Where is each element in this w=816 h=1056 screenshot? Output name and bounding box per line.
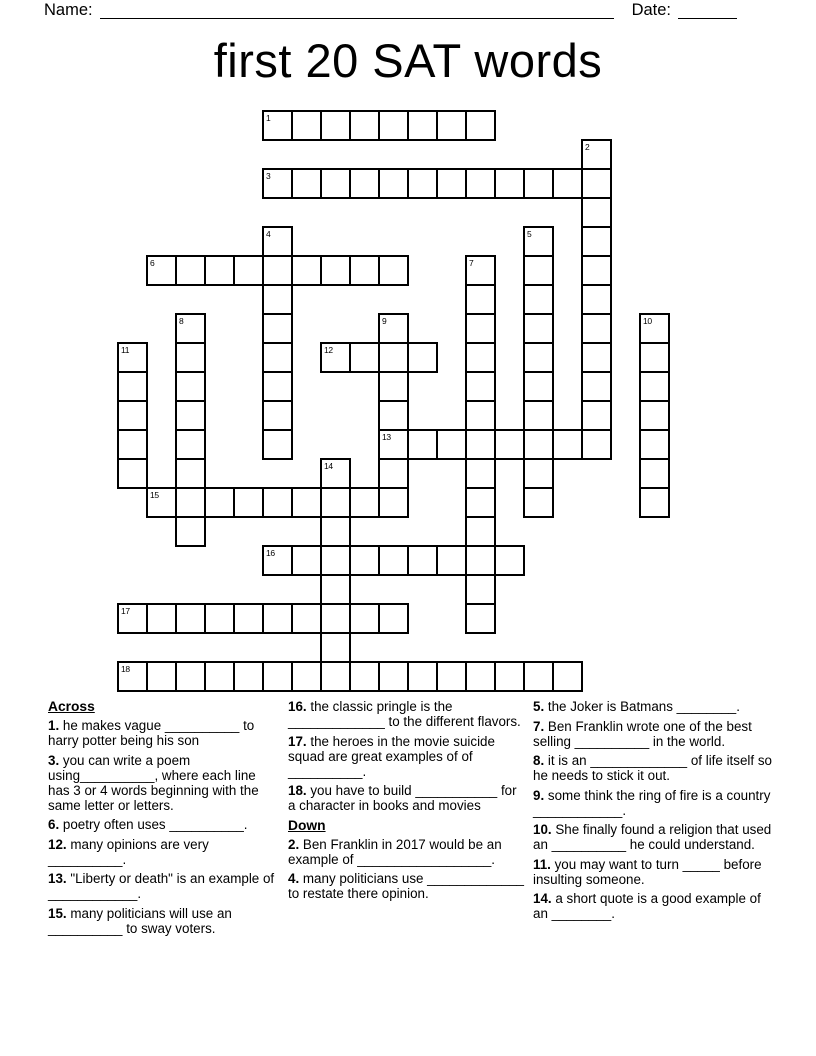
grid-cell[interactable] — [378, 400, 409, 431]
grid-cell[interactable] — [204, 603, 235, 634]
grid-cell[interactable] — [262, 545, 293, 576]
grid-cell[interactable] — [436, 661, 467, 692]
clue-number: 9. — [533, 787, 545, 803]
grid-cell[interactable] — [262, 226, 293, 257]
grid-cell[interactable] — [436, 429, 467, 460]
cell-number: 6 — [150, 257, 155, 268]
grid-cell[interactable] — [204, 255, 235, 286]
clue-number: 3. — [48, 752, 60, 768]
clue-number: 15. — [48, 905, 67, 921]
grid-cell[interactable] — [378, 487, 409, 518]
cell-number: 14 — [324, 460, 333, 471]
grid-cell[interactable] — [320, 603, 351, 634]
grid-cell[interactable] — [465, 110, 496, 141]
cell-number: 2 — [585, 141, 590, 152]
grid-cell[interactable] — [436, 545, 467, 576]
grid-cell[interactable] — [233, 603, 264, 634]
grid-cell[interactable] — [581, 400, 612, 431]
grid-cell[interactable] — [233, 487, 264, 518]
grid-cell[interactable] — [465, 284, 496, 315]
grid-cell[interactable] — [320, 661, 351, 692]
grid-cell[interactable] — [204, 661, 235, 692]
grid-cell[interactable] — [581, 284, 612, 315]
grid-cell[interactable] — [175, 487, 206, 518]
grid-cell[interactable] — [291, 168, 322, 199]
grid-cell[interactable] — [552, 168, 583, 199]
date-label: Date: — [631, 1, 671, 19]
clues-section-header: Across — [48, 699, 95, 714]
grid-cell[interactable] — [523, 226, 554, 257]
clue-7: 7. Ben Franklin wrote one of the best selling __________ in the world. — [533, 718, 752, 749]
grid-cell[interactable] — [436, 168, 467, 199]
cell-number: 13 — [382, 431, 391, 442]
grid-cell[interactable] — [465, 516, 496, 547]
grid-cell[interactable] — [581, 139, 612, 170]
grid-cell[interactable] — [465, 574, 496, 605]
grid-cell[interactable] — [494, 429, 525, 460]
grid-cell[interactable] — [436, 110, 467, 141]
grid-cell[interactable] — [581, 429, 612, 460]
grid-cell[interactable] — [465, 313, 496, 344]
cell-number: 9 — [382, 315, 387, 326]
grid-cell[interactable] — [262, 487, 293, 518]
grid-cell[interactable] — [117, 458, 148, 489]
grid-cell[interactable] — [378, 603, 409, 634]
grid-cell[interactable] — [349, 545, 380, 576]
grid-cell[interactable] — [465, 458, 496, 489]
grid-cell[interactable] — [175, 516, 206, 547]
cell-number: 4 — [266, 228, 271, 239]
grid-cell[interactable] — [175, 458, 206, 489]
grid-cell[interactable] — [262, 400, 293, 431]
clue-15: 15. many politicians will use an __________ to sway voters. — [48, 905, 232, 936]
grid-cell[interactable] — [494, 545, 525, 576]
grid-cell[interactable] — [175, 603, 206, 634]
grid-cell[interactable] — [523, 284, 554, 315]
grid-cell[interactable] — [117, 371, 148, 402]
grid-cell[interactable] — [639, 458, 670, 489]
grid-cell[interactable] — [407, 545, 438, 576]
grid-cell[interactable] — [378, 429, 409, 460]
grid-cell[interactable] — [523, 400, 554, 431]
clues-section-header: Down — [288, 817, 326, 833]
clue-18: 18. you have to build ___________ for a character in books and movies — [288, 783, 517, 813]
grid-cell[interactable] — [349, 487, 380, 518]
clue-number: 11. — [533, 856, 551, 872]
clues-column-1 — [48, 699, 280, 940]
grid-cell[interactable] — [465, 603, 496, 634]
grid-cell[interactable] — [349, 168, 380, 199]
clue-12: 12. many opinions are very __________. — [48, 836, 209, 867]
clue-number: 2. — [288, 836, 300, 852]
clue-number: 1. — [48, 718, 60, 733]
grid-cell[interactable] — [581, 197, 612, 228]
grid-cell[interactable] — [523, 255, 554, 286]
clue-number: 14. — [533, 891, 552, 906]
grid-cell[interactable] — [320, 110, 351, 141]
clue-2: 2. Ben Franklin in 2017 would be an example of __________________. — [288, 836, 502, 867]
clue-16: 16. the classic pringle is the _____________ to the different flavors. — [288, 699, 521, 729]
grid-cell[interactable] — [117, 429, 148, 460]
grid-cell[interactable] — [465, 342, 496, 373]
grid-cell[interactable] — [349, 342, 380, 373]
grid-cell[interactable] — [175, 400, 206, 431]
grid-cell[interactable] — [349, 661, 380, 692]
date-blank-line — [678, 3, 737, 19]
grid-cell[interactable] — [146, 603, 177, 634]
grid-cell[interactable] — [523, 458, 554, 489]
grid-cell[interactable] — [523, 661, 554, 692]
grid-cell[interactable] — [262, 429, 293, 460]
cell-number: 7 — [469, 257, 474, 268]
clue-6: 6. poetry often uses __________. — [48, 817, 248, 832]
grid-cell[interactable] — [407, 342, 438, 373]
clue-8: 8. it is an _____________ of life itself so he needs to stick it out. — [533, 753, 772, 783]
grid-cell[interactable] — [262, 255, 293, 286]
grid-cell[interactable] — [117, 342, 148, 373]
grid-cell[interactable] — [465, 255, 496, 286]
grid-cell[interactable] — [233, 661, 264, 692]
grid-cell[interactable] — [175, 429, 206, 460]
grid-cell[interactable] — [581, 313, 612, 344]
grid-cell[interactable] — [465, 661, 496, 692]
cell-number: 17 — [121, 605, 130, 616]
name-label: Name: — [44, 1, 93, 19]
grid-cell[interactable] — [146, 255, 177, 286]
clue-number: 17. — [288, 733, 307, 749]
grid-cell[interactable] — [581, 342, 612, 373]
grid-cell[interactable] — [552, 661, 583, 692]
clue-number: 18. — [288, 783, 307, 798]
grid-cell[interactable] — [378, 545, 409, 576]
clue-number: 12. — [48, 836, 67, 852]
grid-cell[interactable] — [320, 516, 351, 547]
name-date-row — [44, 2, 737, 19]
grid-cell[interactable] — [291, 545, 322, 576]
grid-cell[interactable] — [175, 661, 206, 692]
grid-cell[interactable] — [378, 110, 409, 141]
grid-cell[interactable] — [320, 168, 351, 199]
grid-cell[interactable] — [320, 545, 351, 576]
grid-cell[interactable] — [407, 110, 438, 141]
grid-cell[interactable] — [407, 661, 438, 692]
grid-cell[interactable] — [262, 168, 293, 199]
grid-cell[interactable] — [639, 371, 670, 402]
grid-cell[interactable] — [378, 661, 409, 692]
grid-cell[interactable] — [407, 429, 438, 460]
cell-number: 11 — [121, 344, 130, 355]
grid-cell[interactable] — [291, 603, 322, 634]
grid-cell[interactable] — [581, 168, 612, 199]
page-title: first 20 SAT words — [213, 34, 603, 87]
grid-cell[interactable] — [378, 371, 409, 402]
cell-number: 15 — [150, 489, 159, 500]
cell-number: 16 — [266, 547, 275, 558]
clue-number: 16. — [288, 699, 307, 714]
clue-1: 1. he makes vague __________ to harry potter being his son — [48, 718, 255, 748]
grid-cell[interactable] — [494, 661, 525, 692]
clue-3: 3. you can write a poem using__________, where each line has 3 or 4 words beginning with the same letter or letters. — [48, 752, 259, 813]
grid-cell[interactable] — [117, 603, 148, 634]
grid-cell[interactable] — [117, 661, 148, 692]
grid-cell[interactable] — [639, 400, 670, 431]
grid-cell[interactable] — [262, 284, 293, 315]
grid-cell[interactable] — [146, 487, 177, 518]
grid-cell[interactable] — [378, 342, 409, 373]
grid-cell[interactable] — [320, 342, 351, 373]
grid-cell[interactable] — [639, 342, 670, 373]
grid-cell[interactable] — [262, 603, 293, 634]
grid-cell[interactable] — [639, 429, 670, 460]
cell-number: 8 — [179, 315, 184, 326]
grid-cell[interactable] — [552, 429, 583, 460]
grid-cell[interactable] — [262, 661, 293, 692]
grid-cell[interactable] — [378, 458, 409, 489]
grid-cell[interactable] — [494, 168, 525, 199]
clue-5: 5. the Joker is Batmans ________. — [533, 699, 740, 714]
grid-cell[interactable] — [175, 313, 206, 344]
crossword-grid — [117, 110, 670, 692]
cell-number: 18 — [121, 663, 130, 674]
grid-cell[interactable] — [320, 458, 351, 489]
grid-cell[interactable] — [233, 255, 264, 286]
grid-cell[interactable] — [291, 110, 322, 141]
clue-number: 7. — [533, 718, 545, 734]
grid-cell[interactable] — [581, 226, 612, 257]
grid-cell[interactable] — [349, 255, 380, 286]
cell-number: 10 — [643, 315, 652, 326]
grid-cell[interactable] — [320, 487, 351, 518]
grid-cell[interactable] — [349, 110, 380, 141]
grid-cell[interactable] — [291, 255, 322, 286]
grid-cell[interactable] — [523, 342, 554, 373]
clue-number: 5. — [533, 699, 545, 714]
clue-number: 4. — [288, 871, 300, 886]
grid-cell[interactable] — [320, 632, 351, 663]
grid-cell[interactable] — [465, 371, 496, 402]
grid-cell[interactable] — [378, 255, 409, 286]
grid-cell[interactable] — [465, 168, 496, 199]
clue-9: 9. some think the ring of fire is a country ____________. — [533, 787, 771, 818]
clue-number: 10. — [533, 822, 552, 837]
grid-cell[interactable] — [262, 313, 293, 344]
grid-cell[interactable] — [378, 168, 409, 199]
clue-10: 10. She finally found a religion that used an __________ he could understand. — [533, 822, 772, 852]
cell-number: 3 — [266, 170, 271, 181]
grid-cell[interactable] — [175, 255, 206, 286]
grid-cell[interactable] — [523, 168, 554, 199]
name-blank-line — [100, 3, 614, 19]
clue-number: 13. — [48, 871, 67, 886]
grid-cell[interactable] — [465, 429, 496, 460]
grid-cell[interactable] — [349, 603, 380, 634]
grid-cell[interactable] — [291, 661, 322, 692]
grid-cell[interactable] — [204, 487, 235, 518]
grid-cell[interactable] — [581, 255, 612, 286]
grid-cell[interactable] — [523, 487, 554, 518]
clue-number: 8. — [533, 753, 545, 768]
clue-17: 17. the heroes in the movie suicide squad are great examples of of __________. — [288, 733, 495, 779]
clue-13: 13. "Liberty or death" is an example of ____________. — [48, 871, 275, 901]
grid-cell[interactable] — [320, 574, 351, 605]
grid-cell[interactable] — [320, 255, 351, 286]
grid-cell[interactable] — [465, 400, 496, 431]
clue-number: 6. — [48, 817, 60, 832]
grid-cell[interactable] — [262, 110, 293, 141]
grid-cell[interactable] — [523, 313, 554, 344]
clues-column-3 — [533, 699, 777, 926]
grid-cell[interactable] — [262, 342, 293, 373]
grid-cell[interactable] — [117, 400, 148, 431]
grid-cell[interactable] — [146, 661, 177, 692]
grid-cell[interactable] — [378, 313, 409, 344]
cell-number: 5 — [527, 228, 532, 239]
grid-cell[interactable] — [465, 545, 496, 576]
grid-cell[interactable] — [175, 342, 206, 373]
cell-number: 12 — [324, 344, 333, 355]
grid-cell[interactable] — [523, 429, 554, 460]
grid-cell[interactable] — [639, 313, 670, 344]
grid-cell[interactable] — [175, 371, 206, 402]
clue-14: 14. a short quote is a good example of an ________. — [533, 891, 761, 921]
cell-number: 1 — [266, 112, 271, 123]
clue-4: 4. many politicians use _____________ to restate there opinion. — [288, 871, 525, 901]
grid-cell[interactable] — [523, 371, 554, 402]
grid-cell[interactable] — [465, 487, 496, 518]
grid-cell[interactable] — [639, 487, 670, 518]
clues-column-2 — [288, 699, 526, 906]
grid-cell[interactable] — [291, 487, 322, 518]
clue-11: 11. you may want to turn _____ before insulting someone. — [533, 856, 762, 887]
grid-cell[interactable] — [581, 371, 612, 402]
grid-cell[interactable] — [407, 168, 438, 199]
grid-cell[interactable] — [262, 371, 293, 402]
